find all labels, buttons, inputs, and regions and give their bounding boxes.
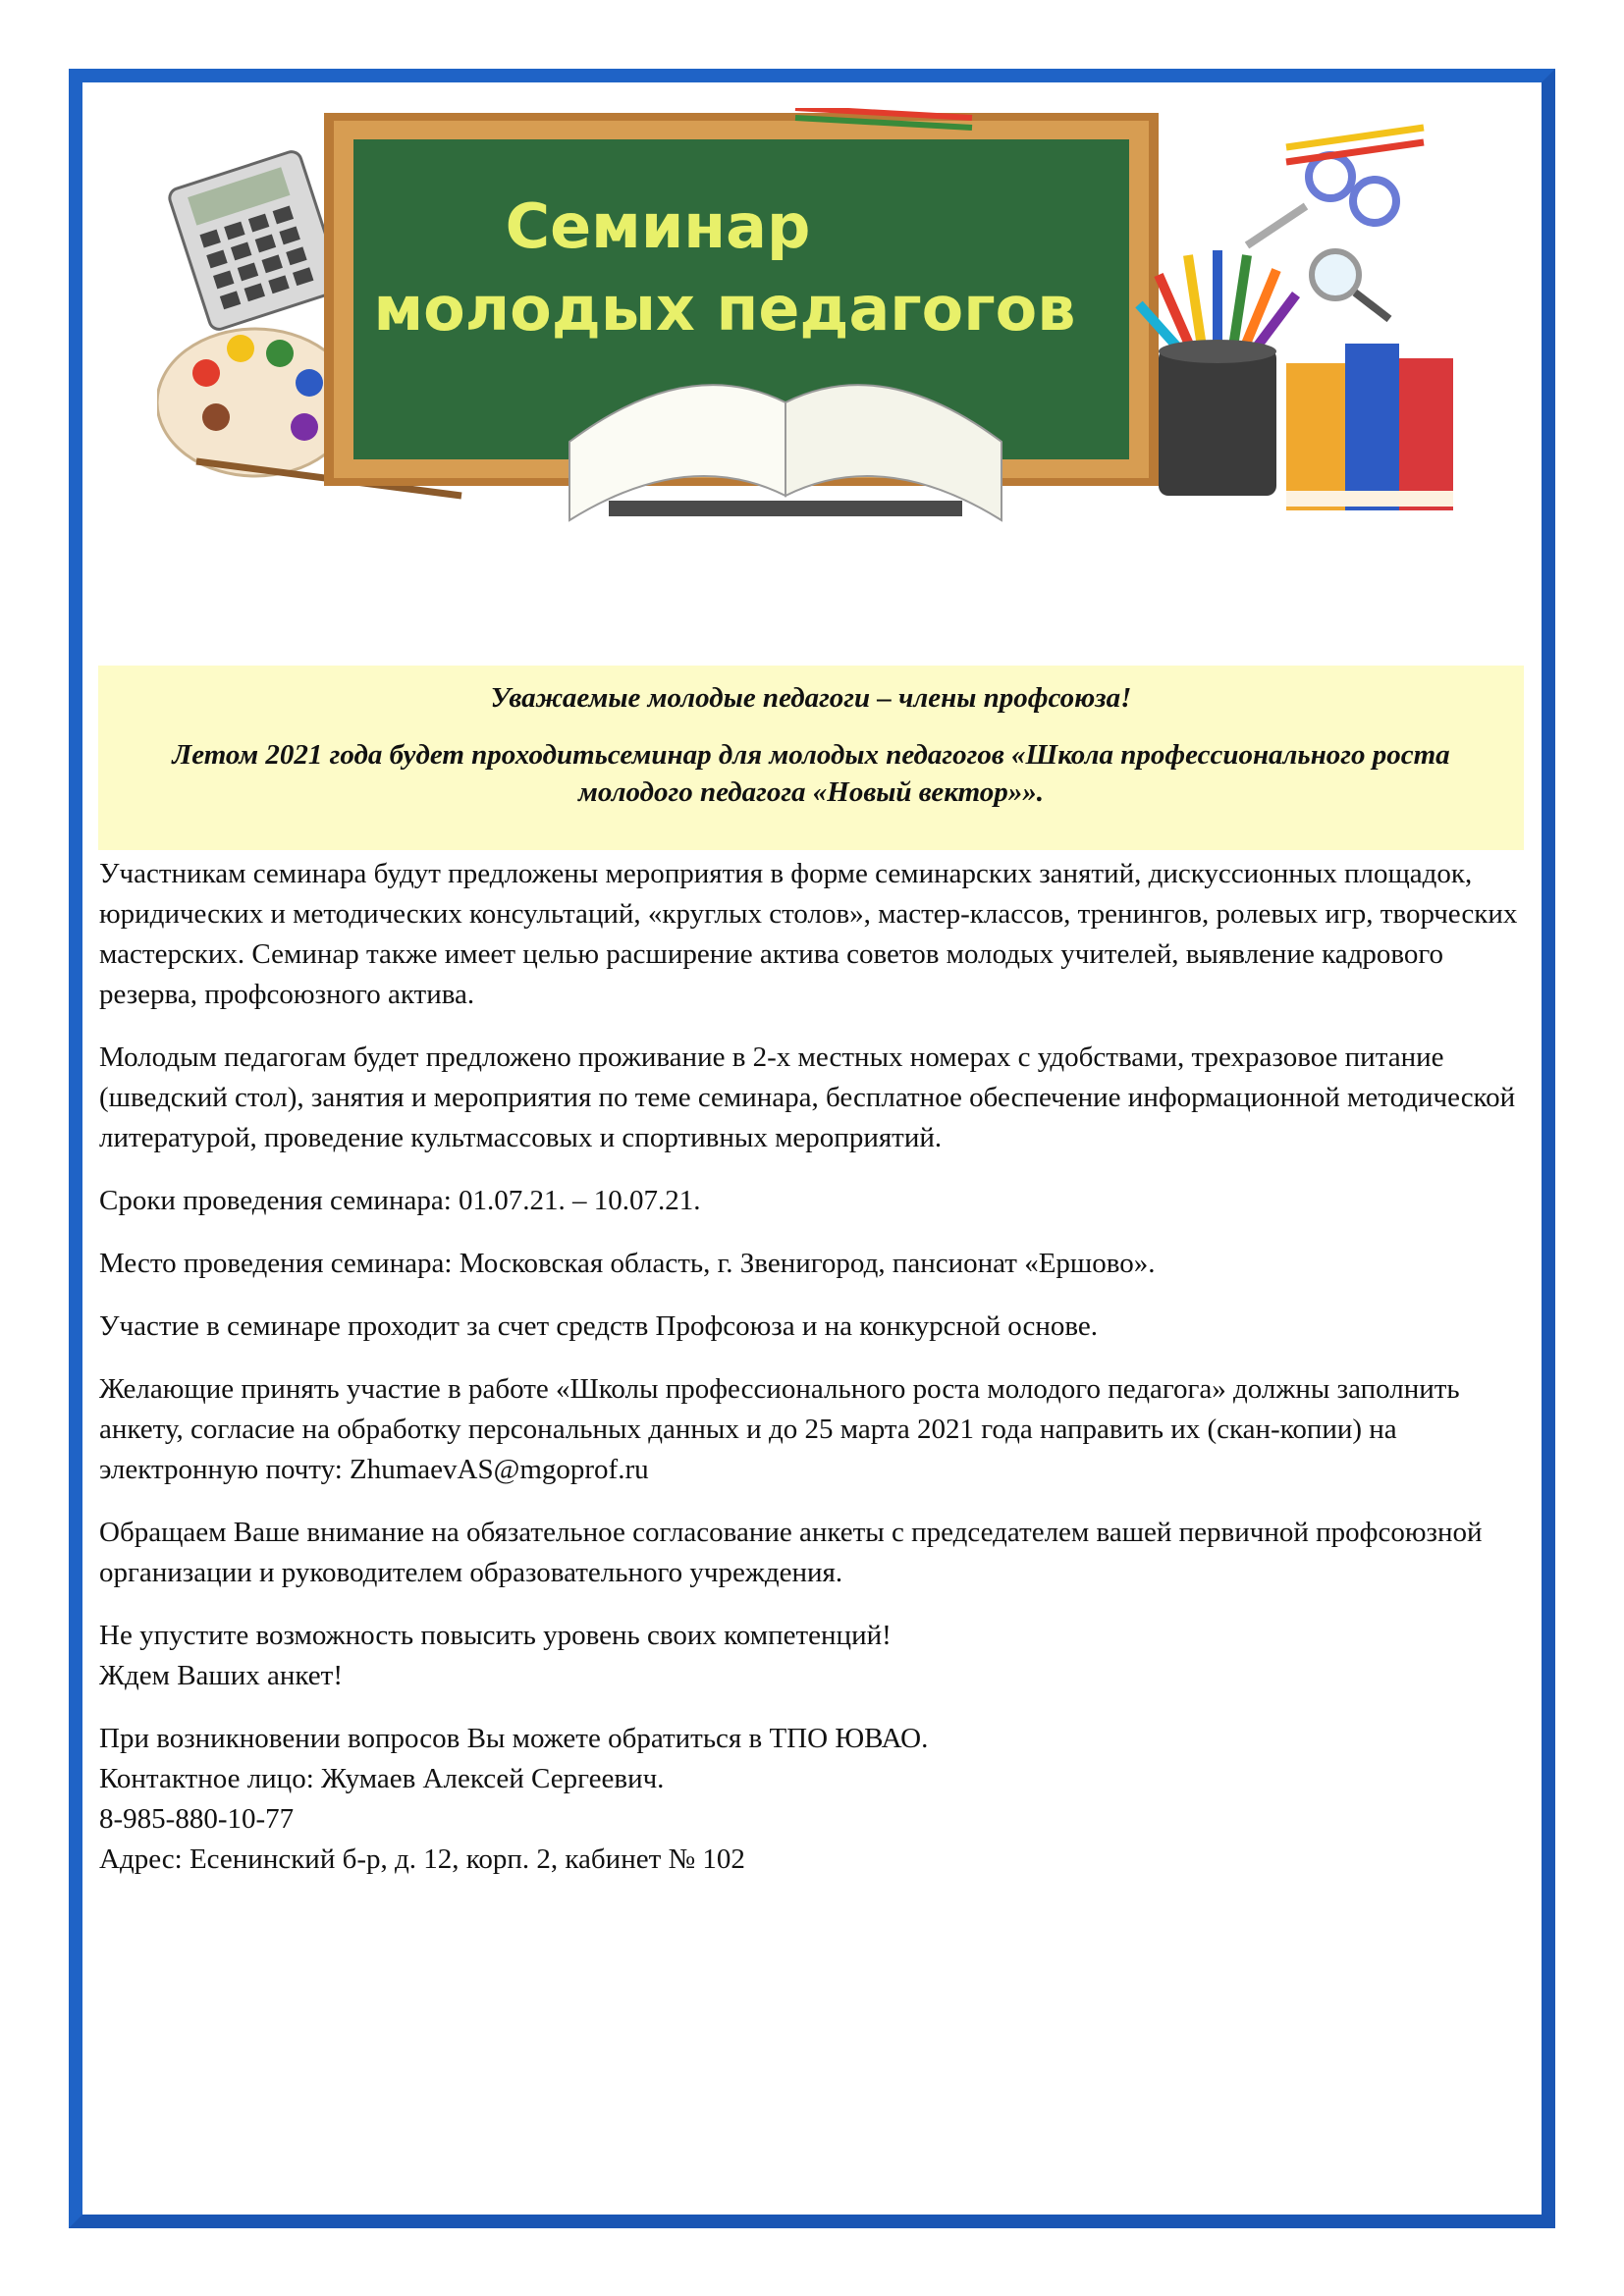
banner-title-line1: Семинар: [505, 190, 811, 262]
contact-phone: 8-985-880-10-77: [99, 1803, 295, 1835]
paragraph-place: Место проведения семинара: Московская область, г. Звенигород, пансионат «Ершово».: [99, 1248, 1156, 1279]
scissors-icon: [1247, 155, 1396, 245]
paragraph-attention: Обращаем Ваше внимание на обязательное согласование анкеты с председателем вашей первичной профсоюзной организации и руководителем образовательного учреждения.: [99, 1517, 1483, 1588]
pencil-cup-icon: [1139, 250, 1296, 496]
paragraph-dates: Сроки проведения семинара: 01.07.21. – 10.07.21.: [99, 1185, 701, 1216]
email-link[interactable]: ZhumaevAS@mgoprof.ru: [350, 1454, 649, 1485]
banner-title-line2: молодых педагогов: [373, 273, 1076, 345]
paragraph-closing: [99, 1616, 1523, 1696]
contact-line-1: При возникновении вопросов Вы можете обратиться в ТПО ЮВАО.: [99, 1723, 929, 1754]
paragraph-application: [99, 1369, 1523, 1490]
paragraph-accommodation: Молодым педагогам будет предложено проживание в 2-х местных номерах с удобствами, трехразовое питание (шведский стол), занятия и мероприятия по теме семинара, бесплатное обеспечение информационной методической литературой, проведение культмассовых и спортивных мероприятий.: [99, 1041, 1516, 1153]
announcement-callout: [98, 666, 1524, 850]
greeting-heading: Уважаемые молодые педагоги – члены профсоюза!: [490, 682, 1132, 714]
announcement-text: Летом 2021 года будет проходитьсеминар для молодых педагогов «Школа профессионального роста молодого педагога «Новый вектор»».: [172, 739, 1450, 808]
application-text: Желающие принять участие в работе «Школы профессионального роста молодого педагога» должны заполнить анкету, согласие на обработку персональных данных и до 25 марта 2021 года направить их (скан-копии) на электронную почту:: [99, 1373, 1460, 1485]
document-body: [99, 854, 1523, 1902]
banner-illustration: [157, 108, 1483, 540]
books-icon: [1286, 344, 1453, 510]
paragraph-contacts: [99, 1719, 1523, 1880]
paragraph-activities: Участникам семинара будут предложены мероприятия в форме семинарских занятий, дискуссионных площадок, юридических и методических консультаций, «круглых столов», мастер-классов, тренингов, ролевых игр, творческих мастерских. Семинар также имеет целью расширение актива советов молодых учителей, выявление кадрового резерва, профсоюзного актива.: [99, 858, 1518, 1010]
calculator-icon: [167, 149, 344, 332]
magnifier-icon: [1312, 251, 1389, 319]
contact-person: Контактное лицо: Жумаев Алексей Сергеевич.: [99, 1763, 665, 1794]
closing-line-1: Не упустите возможность повысить уровень своих компетенций!: [99, 1620, 892, 1651]
paragraph-funding: Участие в семинаре проходит за счет средств Профсоюза и на конкурсной основе.: [99, 1310, 1098, 1342]
closing-line-2: Ждем Ваших анкет!: [99, 1660, 343, 1691]
contact-address: Адрес: Есенинский б-р, д. 12, корп. 2, кабинет № 102: [99, 1843, 745, 1875]
open-book-icon: [569, 385, 1001, 520]
